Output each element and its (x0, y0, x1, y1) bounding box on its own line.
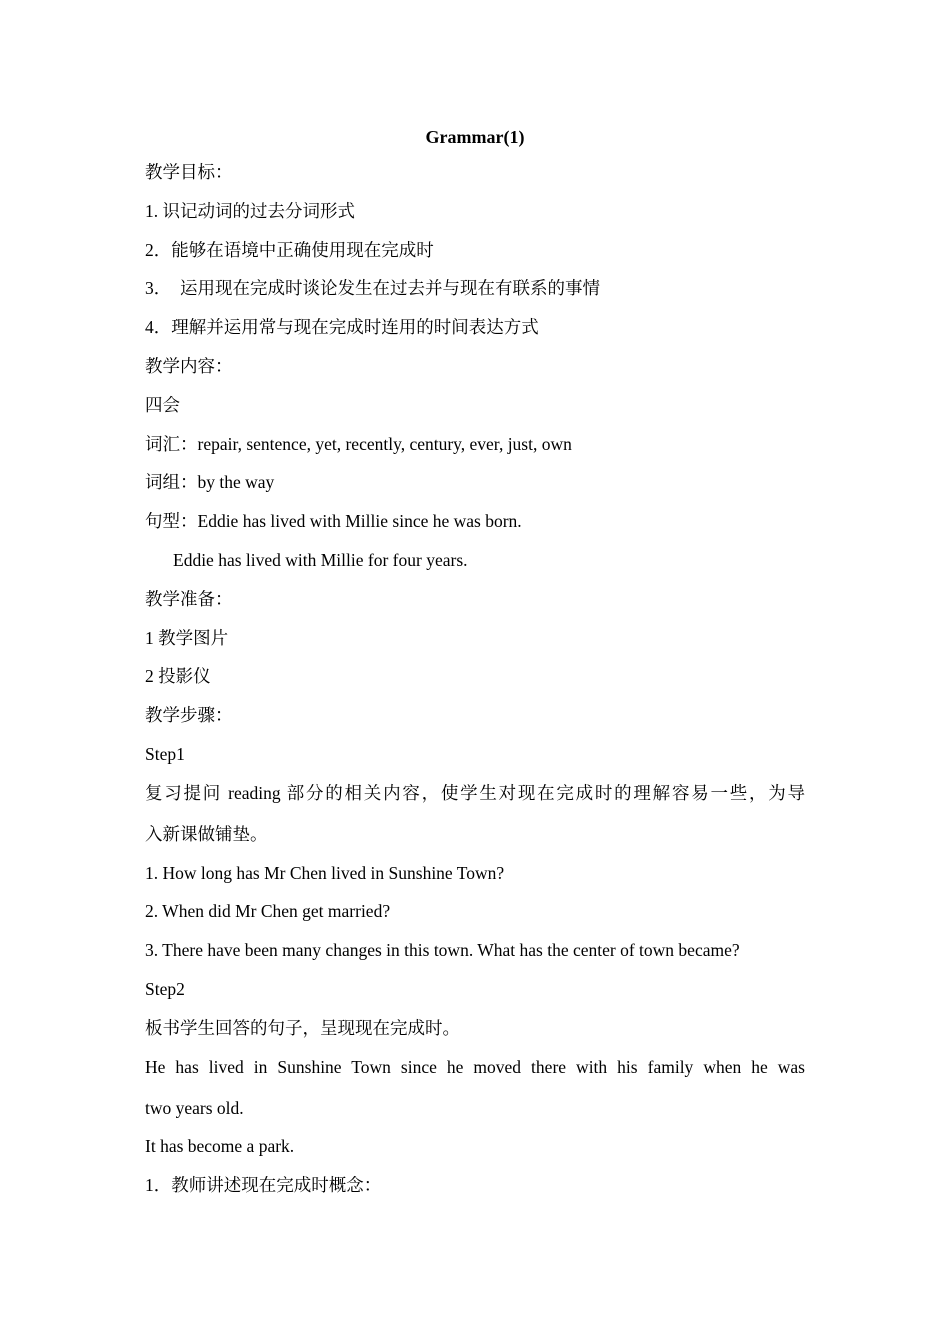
objective-item: 4．理解并运用常与现在完成时连用的时间表达方式 (145, 317, 539, 338)
step-heading: Step1 (145, 743, 185, 764)
preparation-item: 1 教学图片 (145, 627, 229, 648)
document-body (145, 160, 805, 1212)
question-item: 2. When did Mr Chen get married? (145, 901, 391, 922)
step-paragraph-line: 入新课做铺垫。 (145, 823, 268, 844)
preparation-item: 2 投影仪 (145, 666, 211, 687)
explanation-item: 1．教师讲述现在完成时概念： (145, 1175, 382, 1196)
question-item: 1. How long has Mr Chen lived in Sunshine Town? (145, 862, 505, 883)
section-heading-objectives: 教学目标： (145, 162, 233, 182)
example-sentence-line: He has lived in Sunshine Town since he moved there with his family when he was (145, 1056, 805, 1077)
example-sentence-line: It has become a park. (145, 1136, 295, 1157)
section-heading-steps: 教学步骤： (145, 705, 233, 726)
content-subheading: 四会 (145, 394, 180, 415)
sentence-pattern-line: 句型：Eddie has lived with Millie since he was born. (145, 511, 522, 532)
step-paragraph-line: 复习提问 reading 部分的相关内容，使学生对现在完成时的理解容易一些，为导 (145, 782, 805, 803)
vocabulary-line: 词汇：repair, sentence, yet, recently, century, ever, just, own (145, 433, 572, 454)
objective-item: 3． 运用现在完成时谈论发生在过去并与现在有联系的事情 (145, 278, 600, 299)
document-title: Grammar(1) (425, 127, 525, 147)
sentence-pattern-line: Eddie has lived with Millie for four years. (173, 549, 468, 570)
objective-item: 1. 识记动词的过去分词形式 (145, 200, 355, 221)
question-item: 3. There have been many changes in this town. What has the center of town became? (145, 940, 740, 961)
example-sentence-line: two years old. (145, 1097, 244, 1118)
section-heading-preparation: 教学准备： (145, 588, 233, 609)
section-heading-content: 教学内容： (145, 355, 233, 376)
step-heading: Step2 (145, 978, 185, 999)
step-paragraph-line: 板书学生回答的句子，呈现现在完成时。 (145, 1017, 460, 1038)
objective-item: 2．能够在语境中正确使用现在完成时 (145, 239, 434, 260)
phrase-line: 词组：by the way (145, 472, 275, 493)
